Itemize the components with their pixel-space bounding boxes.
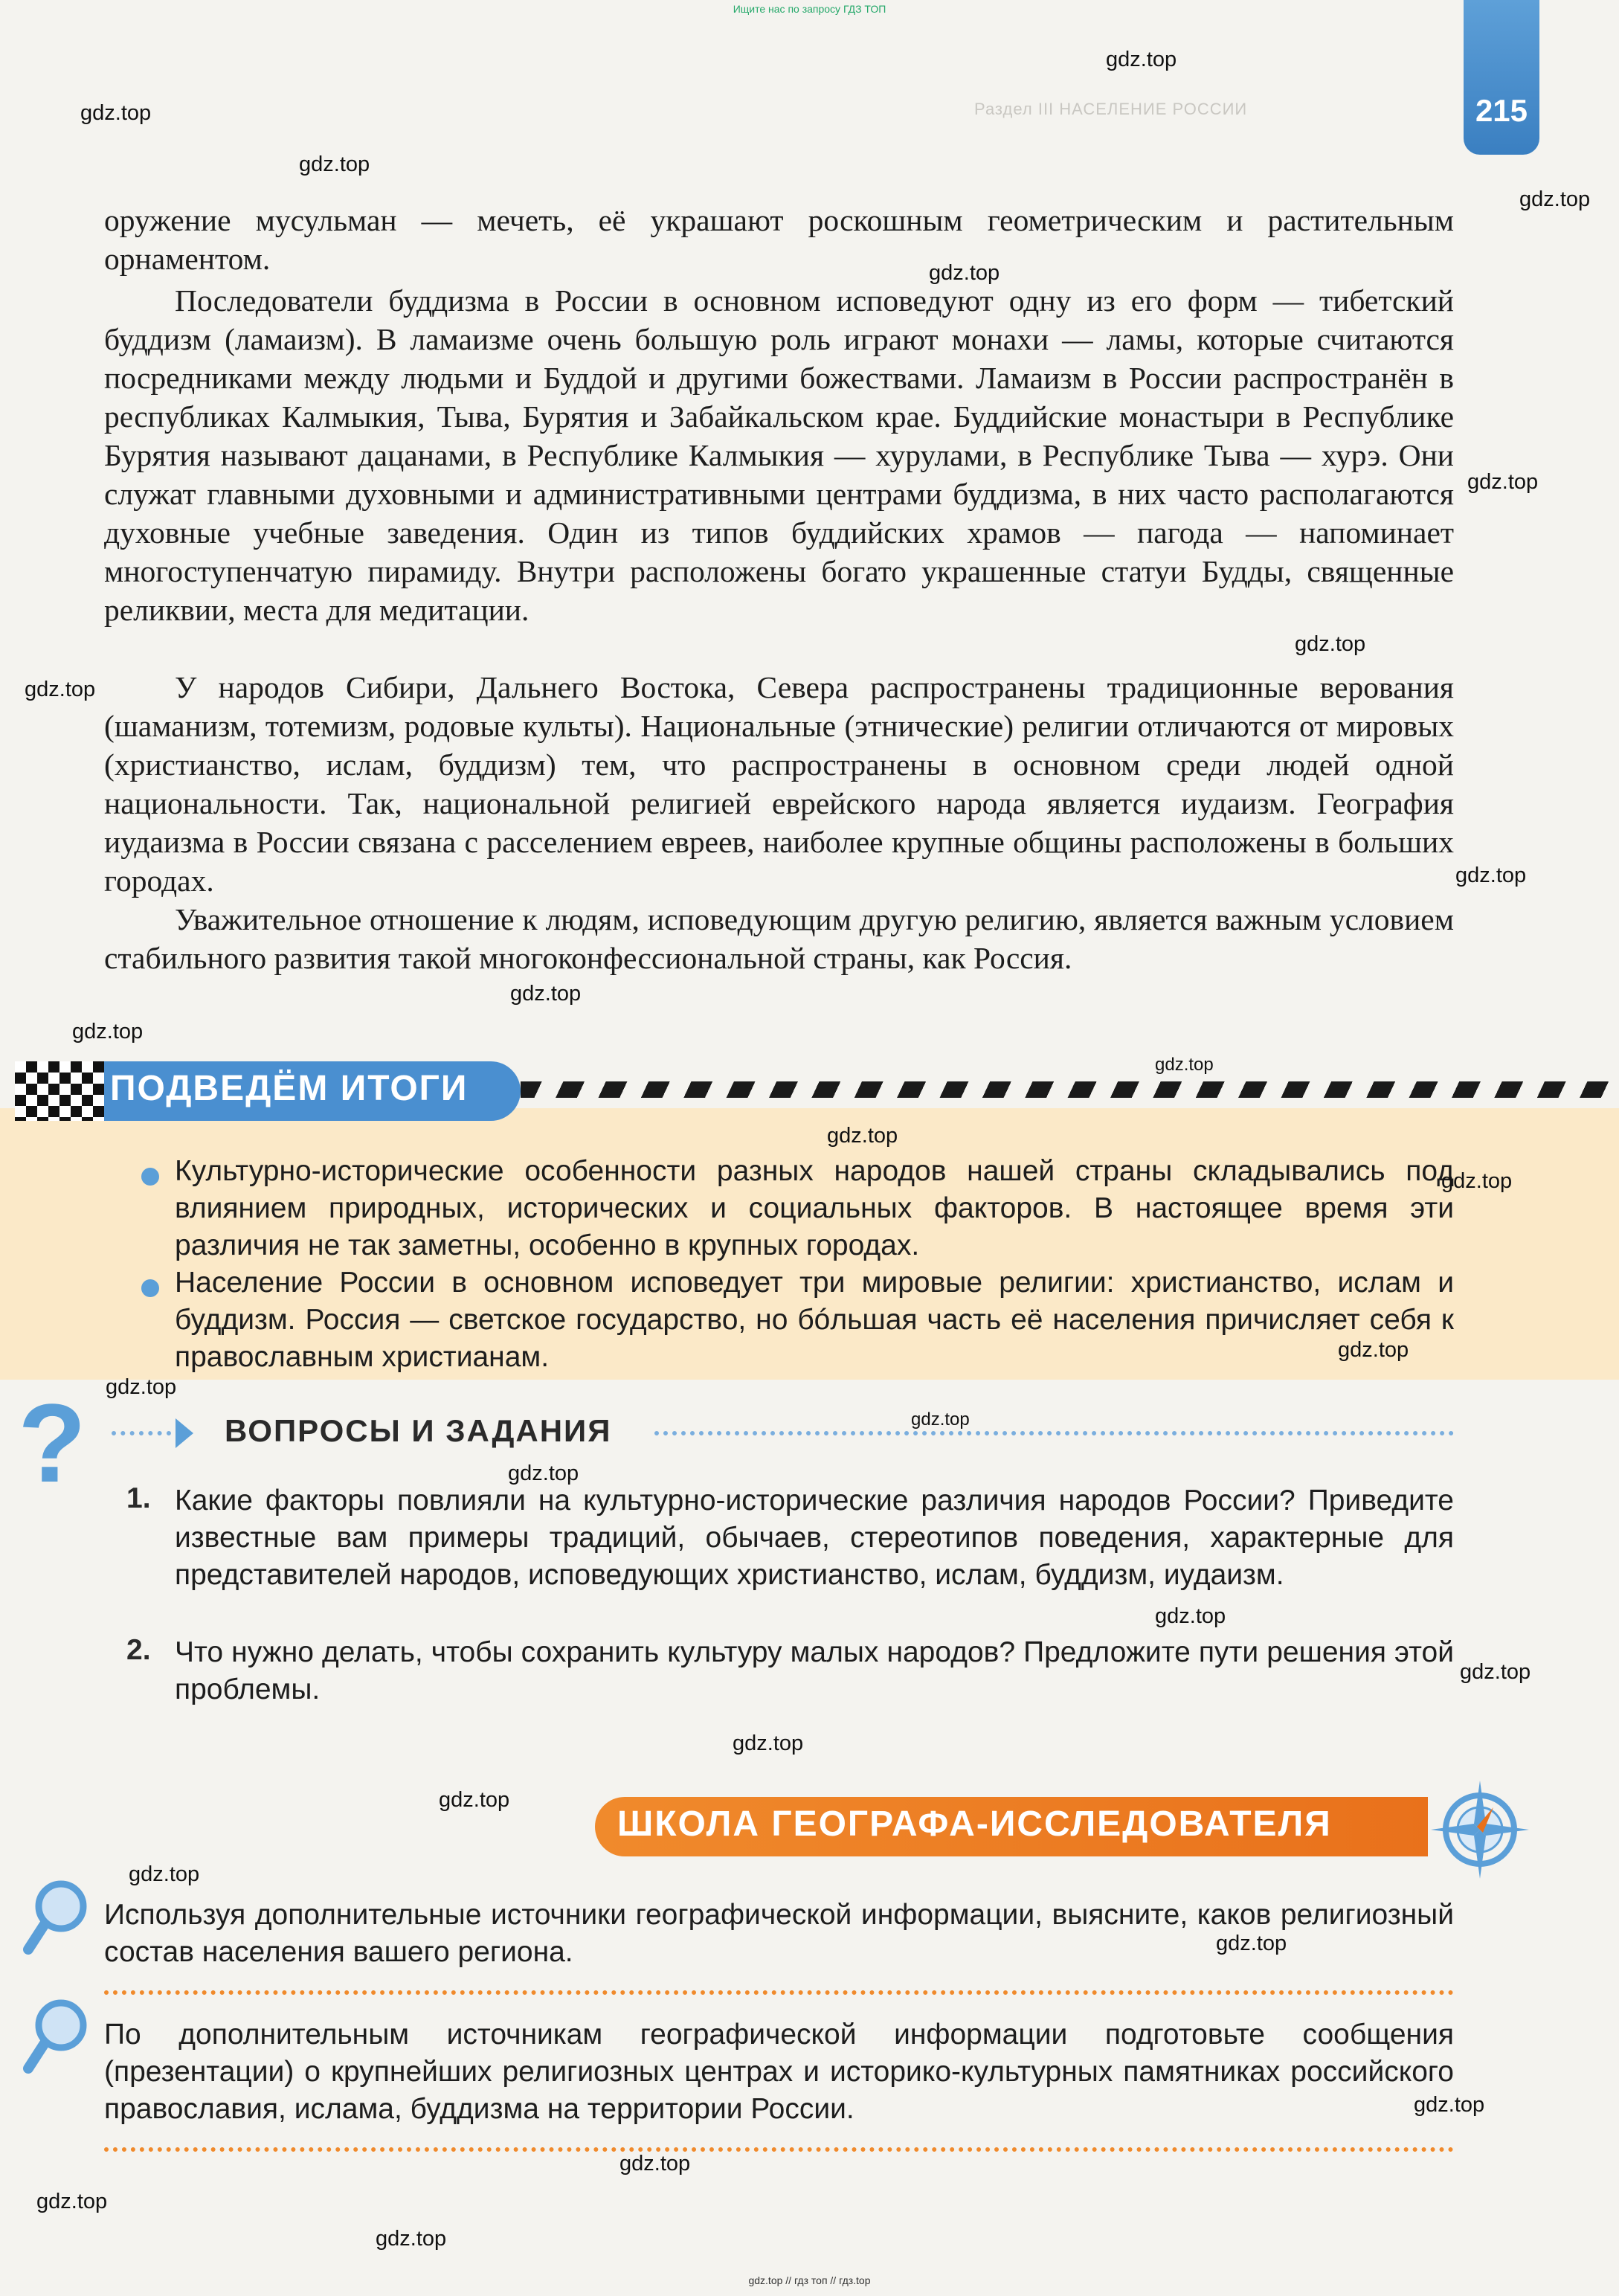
question-number-2: 2. <box>126 1634 151 1666</box>
page-number: 215 <box>1475 93 1528 128</box>
checkered-flag-icon <box>15 1061 104 1121</box>
watermark: gdz.top <box>1460 1660 1531 1684</box>
paragraph-4: Уважительное отношение к людям, исповедующим другую религию, является важным условием стабильного развития такой многоконфессиональной страны, как Россия. <box>104 902 1454 975</box>
watermark: gdz.top <box>25 678 96 701</box>
question-mark-icon: ? <box>18 1380 86 1505</box>
paragraph-1: оружение мусульман — мечеть, её украшают роскошным геометрическим и растительным орнаментом. <box>104 203 1454 276</box>
watermark: gdz.top <box>1441 1169 1513 1193</box>
watermark: gdz.top <box>80 101 152 125</box>
school-task-2: По дополнительным источникам географической информации подготовьте сообщения (презентации) о крупнейших религиозных центрах и историко-культурных памятниках российского православия, ислама, буддизма на территории России. <box>104 2019 1454 2125</box>
school-title: ШКОЛА ГЕОГРАФА-ИССЛЕДОВАТЕЛЯ <box>617 1804 1332 1844</box>
summary-bullet-2: Население России в основном исповедует три мировые религии: христианство, ислам и буддизм. Россия — светское государство, но бóльшая часть её населения причисляет себя к православным христианам. <box>175 1267 1454 1373</box>
magnifier-icon <box>22 1997 89 2079</box>
watermark: gdz.top <box>1338 1338 1409 1362</box>
watermark: gdz.top <box>1519 187 1591 211</box>
watermark: gdz.top <box>1155 1055 1214 1075</box>
watermark: gdz.top <box>106 1375 177 1399</box>
question-number-1: 1. <box>126 1482 151 1514</box>
watermark: gdz.top <box>929 261 1000 285</box>
summary-title: ПОДВЕДЁМ ИТОГИ <box>110 1069 469 1108</box>
page-tab <box>1464 0 1539 155</box>
watermark: gdz.top <box>510 982 582 1006</box>
paragraph-3: У народов Сибири, Дальнего Востока, Севера распространены традиционные верования (шаманизм, тотемизм, родовые культы). Национальные (этнические) религии отличаются от мировых (христианство, ислам, буддизм) тем, что распространены в основном среди людей одной национальности. Так, национальной религией еврейского народа является иудаизм. География иудаизма в России связана с расселением евреев, наиболее крупные общины расположены в больших городах. <box>104 670 1454 898</box>
questions-dotted-line-right <box>654 1431 1454 1435</box>
bullet-dot-icon <box>141 1279 159 1297</box>
school-dotted-line-2 <box>104 2147 1454 2152</box>
watermark: gdz.top <box>508 1461 579 1485</box>
watermark: gdz.top <box>1414 2093 1485 2117</box>
watermark: gdz.top <box>733 1731 804 1755</box>
top-note: Ищите нас по запросу ГДЗ ТОП <box>733 3 886 15</box>
watermark: gdz.top <box>827 1124 898 1148</box>
watermark: gdz.top <box>619 2152 691 2176</box>
watermark: gdz.top <box>911 1409 970 1430</box>
compass-icon <box>1428 1778 1532 1882</box>
questions-dotted-line-left <box>112 1431 171 1435</box>
school-dotted-line-1 <box>104 1990 1454 1995</box>
running-head: Раздел III НАСЕЛЕНИЕ РОССИИ <box>974 100 1248 118</box>
summary-bullet-1: Культурно-исторические особенности разных народов нашей страны складывались под влиянием природных, исторических и социальных факторов. В настоящее время эти различия не так заметны, особенно в крупных городах. <box>175 1155 1454 1261</box>
bullet-dot-icon <box>141 1168 159 1186</box>
watermark: gdz.top <box>376 2227 447 2251</box>
question-1: Какие факторы повлияли на культурно-исторические различия народов России? Приведите известные вам примеры традиций, обычаев, стереотипов поведения, характерные для представителей народов, исповедующих христианство, ислам, буддизм, иудаизм. <box>175 1485 1454 1591</box>
arrow-right-icon <box>176 1418 193 1448</box>
paragraph-2: Последователи буддизма в России в основном исповедуют одну из его форм — тибетский буддизм (ламаизм). В ламаизме очень большую роль играют монахи — ламы, которые считаются посредниками между людьми и Буддой и другими божествами. Ламаизм в России распространён в республиках Калмыкия, Тыва, Бурятия и Забайкальском крае. Буддийские монастыри в Республике Бурятия называют дацанами, в Республике Калмыкия — хурулами, в Республике Тыва — хурэ. Они служат главными духовными и административными центрами буддизма, в них часто располагаются духовные учебные заведения. Один из типов буддийских храмов — пагода — напоминает многоступенчатую пирамиду. Внутри расположены богато украшенные статуи Будды, священные реликвии, места для медитации. <box>104 283 1454 627</box>
watermark: gdz.top <box>1467 470 1539 494</box>
question-2: Что нужно делать, чтобы сохранить культуру малых народов? Предложите пути решения этой проблемы. <box>175 1636 1454 1705</box>
watermark: gdz.top <box>439 1788 510 1812</box>
watermark: gdz.top <box>1295 632 1366 656</box>
magnifier-icon <box>22 1878 89 1960</box>
bottom-note: gdz.top // гдз топ // гдз.top <box>748 2274 871 2286</box>
watermark: gdz.top <box>36 2190 108 2213</box>
watermark: gdz.top <box>1216 1932 1287 1955</box>
summary-dashed-line <box>521 1081 1619 1098</box>
watermark: gdz.top <box>129 1862 200 1886</box>
watermark: gdz.top <box>1155 1604 1226 1628</box>
watermark: gdz.top <box>72 1020 144 1044</box>
watermark: gdz.top <box>1106 48 1177 71</box>
watermark: gdz.top <box>299 152 370 176</box>
watermark: gdz.top <box>1455 864 1527 887</box>
school-task-1: Используя дополнительные источники географической информации, выясните, каков религиозный состав населения вашего региона. <box>104 1899 1454 1968</box>
questions-title: ВОПРОСЫ И ЗАДАНИЯ <box>225 1413 612 1448</box>
